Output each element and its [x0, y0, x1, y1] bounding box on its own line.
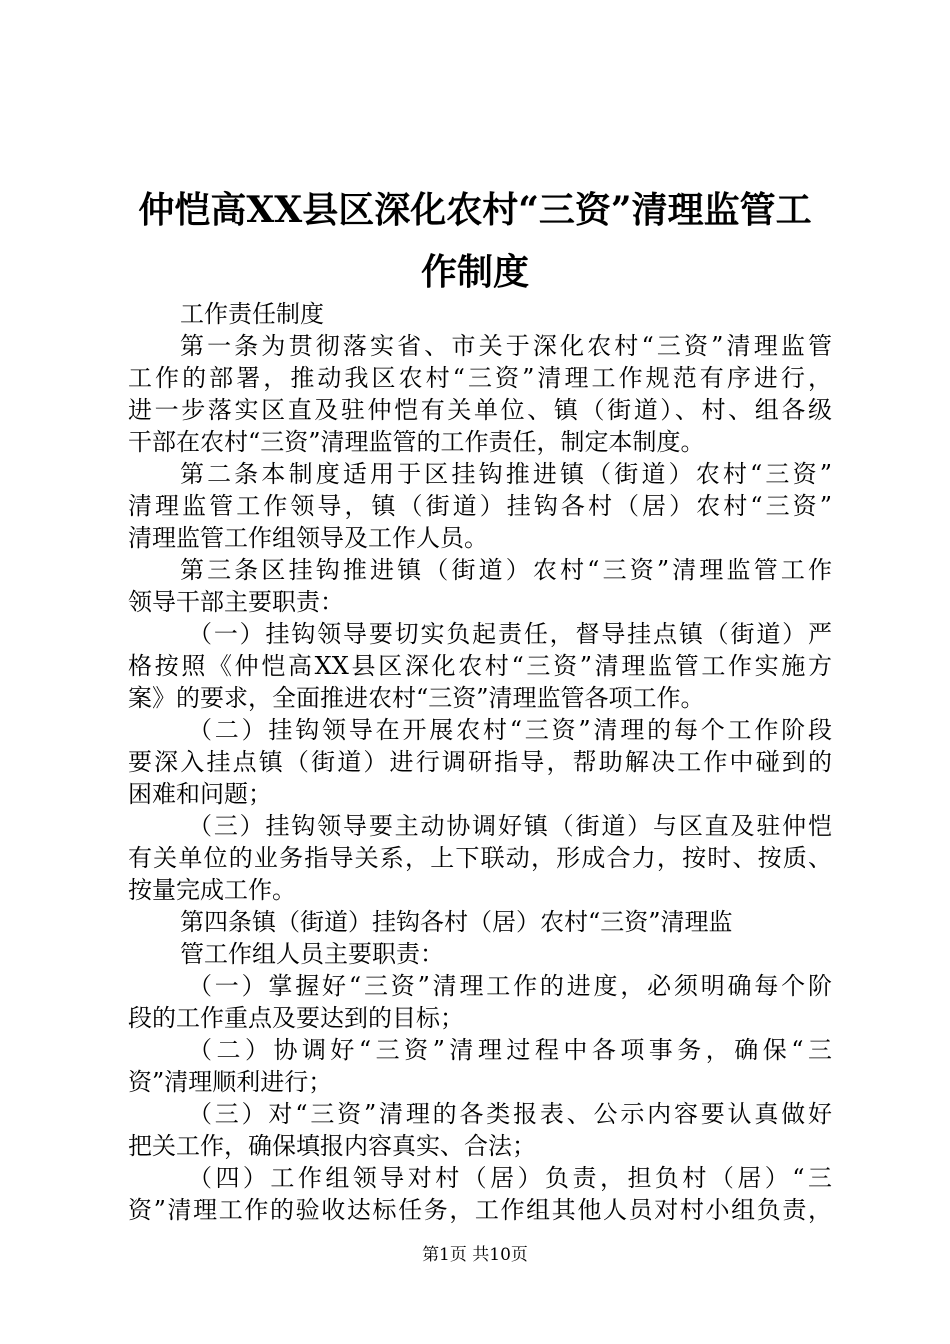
- paragraph-line: 要深入挂点镇（街道）进行调研指导，帮助解决工作中碰到的: [128, 748, 832, 776]
- paragraph-line: （二）协调好“三资”清理过程中各项事务，确保“三: [188, 1036, 832, 1064]
- paragraph-line: （二）挂钩领导在开展农村“三资”清理的每个工作阶段: [188, 716, 832, 744]
- section-heading: 工作责任制度: [180, 300, 324, 328]
- paragraph-line: 有关单位的业务指导关系，上下联动，形成合力，按时、按质、: [128, 844, 832, 872]
- paragraph-line: 把关工作，确保填报内容真实、合法；: [128, 1132, 536, 1160]
- paragraph-line: 困难和问题；: [128, 780, 272, 808]
- paragraph-line: 第三条区挂钩推进镇（街道）农村“三资”清理监管工作: [180, 556, 832, 584]
- paragraph-line: 第四条镇（街道）挂钩各村（居）农村“三资”清理监: [180, 908, 733, 936]
- paragraph-line: 资”清理顺利进行；: [128, 1068, 333, 1096]
- paragraph-line: 资”清理工作的验收达标任务，工作组其他人员对村小组负责，: [128, 1196, 832, 1224]
- paragraph-line: （一）挂钩领导要切实负起责任，督导挂点镇（街道）严: [188, 620, 832, 648]
- paragraph-line: 格按照《仲恺高XX县区深化农村“三资”清理监管工作实施方: [128, 652, 832, 680]
- document-title-line-1: 仲恺高XX县区深化农村“三资”清理监管工: [138, 189, 812, 231]
- paragraph-line: （三）对“三资”清理的各类报表、公示内容要认真做好: [188, 1100, 832, 1128]
- page-number-footer: 第1页 共10页: [422, 1245, 528, 1265]
- paragraph-line: 管工作组人员主要职责：: [180, 940, 444, 968]
- paragraph-line: 案》的要求，全面推进农村“三资”清理监管各项工作。: [128, 684, 705, 712]
- paragraph-line: （一）掌握好“三资”清理工作的进度，必须明确每个阶: [188, 972, 832, 1000]
- paragraph-line: 工作的部署，推动我区农村“三资”清理工作规范有序进行，: [128, 364, 832, 392]
- paragraph-line: 领导干部主要职责：: [128, 588, 344, 616]
- paragraph-line: 进一步落实区直及驻仲恺有关单位、镇（街道）、村、组各级: [128, 396, 832, 424]
- paragraph-line: 第一条为贯彻落实省、市关于深化农村“三资”清理监管: [180, 332, 832, 360]
- paragraph-line: 清理监管工作领导，镇（街道）挂钩各村（居）农村“三资”: [128, 492, 832, 520]
- paragraph-line: （三）挂钩领导要主动协调好镇（街道）与区直及驻仲恺: [188, 812, 832, 840]
- paragraph-line: 第二条本制度适用于区挂钩推进镇（街道）农村“三资”: [180, 460, 832, 488]
- paragraph-line: 清理监管工作组领导及工作人员。: [128, 524, 488, 552]
- paragraph-line: 干部在农村“三资”清理监管的工作责任，制定本制度。: [128, 428, 705, 456]
- paragraph-line: 按量完成工作。: [128, 876, 296, 904]
- document-title-line-2: 作制度: [420, 251, 529, 293]
- paragraph-line: （四）工作组领导对村（居）负责，担负村（居）“三: [188, 1164, 832, 1192]
- paragraph-line: 段的工作重点及要达到的目标；: [128, 1004, 464, 1032]
